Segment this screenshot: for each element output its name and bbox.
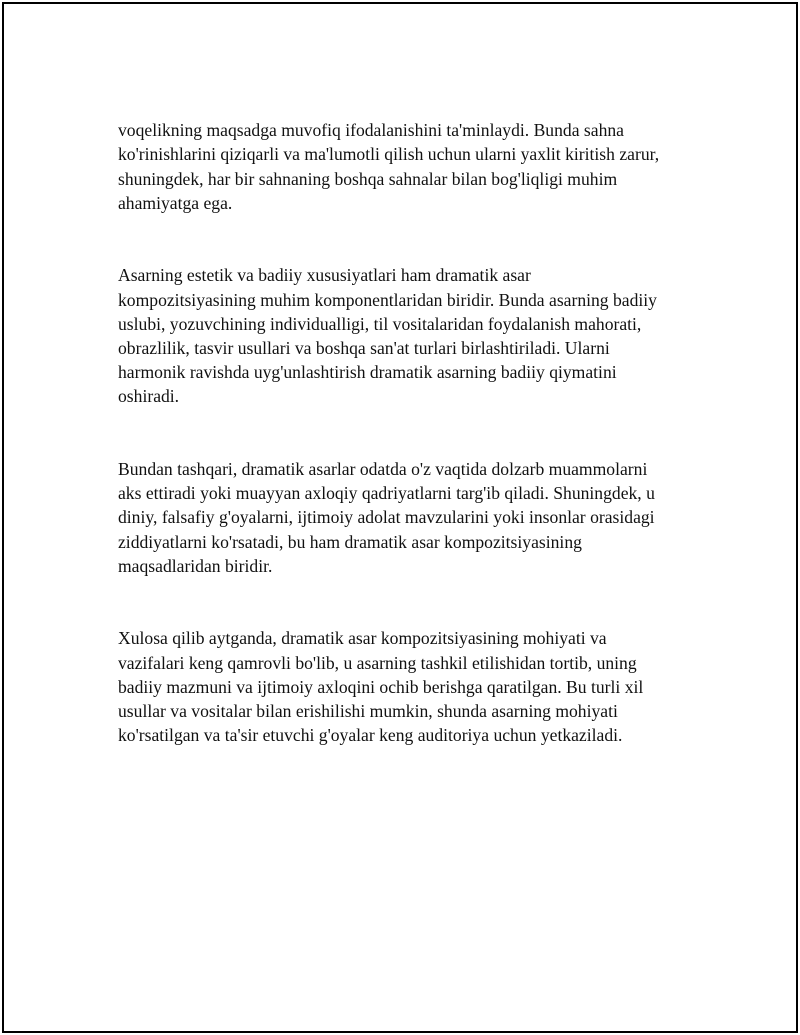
paragraph-1: voqelikning maqsadga muvofiq ifodalanishini ta'minlaydi. Bunda sahna ko'rinishlarini qiziqarli va ma'lumotli qilish uchun ularni yaxlit kiritish zarur, shuningdek, har bir sahnaning boshqa sahnalar bilan bog'liqligi muhim ahamiyatga ega.: [118, 120, 660, 213]
document-body: [118, 94, 698, 796]
paragraph-3: Bundan tashqari, dramatik asarlar odatda o'z vaqtida dolzarb muammolarni aks ettiradi yoki muayyan axloqiy qadriyatlarni targ'ib qiladi. Shuningdek, u diniy, falsafiy g'oyalarni, ijtimoiy adolat mavzularini yoki insonlar orasidagi ziddiyatlarni ko'rsatadi, bu ham dramatik asar kompozitsiyasining maqsadlaridan biridir.: [118, 459, 655, 576]
document-page: [2, 2, 798, 1033]
paragraph-2: Asarning estetik va badiiy xususiyatlari ham dramatik asar kompozitsiyasining muhim komponentlaridan biridir. Bunda asarning badiiy uslubi, yozuvchining individualligi, til vositalaridan foydalanish mahorati, obrazlilik, tasvir usullari va boshqa san'at turlari birlashtiriladi. Ularni harmonik ravishda uyg'unlashtirish dramatik asarning badiiy qiymatini oshiradi.: [118, 265, 657, 407]
paragraph-4: Xulosa qilib aytganda, dramatik asar kompozitsiyasining mohiyati va vazifalari keng qamrovli bo'lib, u asarning tashkil etilishidan tortib, uning badiiy mazmuni va ijtimoiy axloqini ochib berishga qaratilgan. Bu turli xil usullar va vositalar bilan erishilishi mumkin, shunda asarning mohiyati ko'rsatilgan va ta'sir etuvchi g'oyalar keng auditoriya uchun yetkaziladi.: [118, 628, 644, 746]
